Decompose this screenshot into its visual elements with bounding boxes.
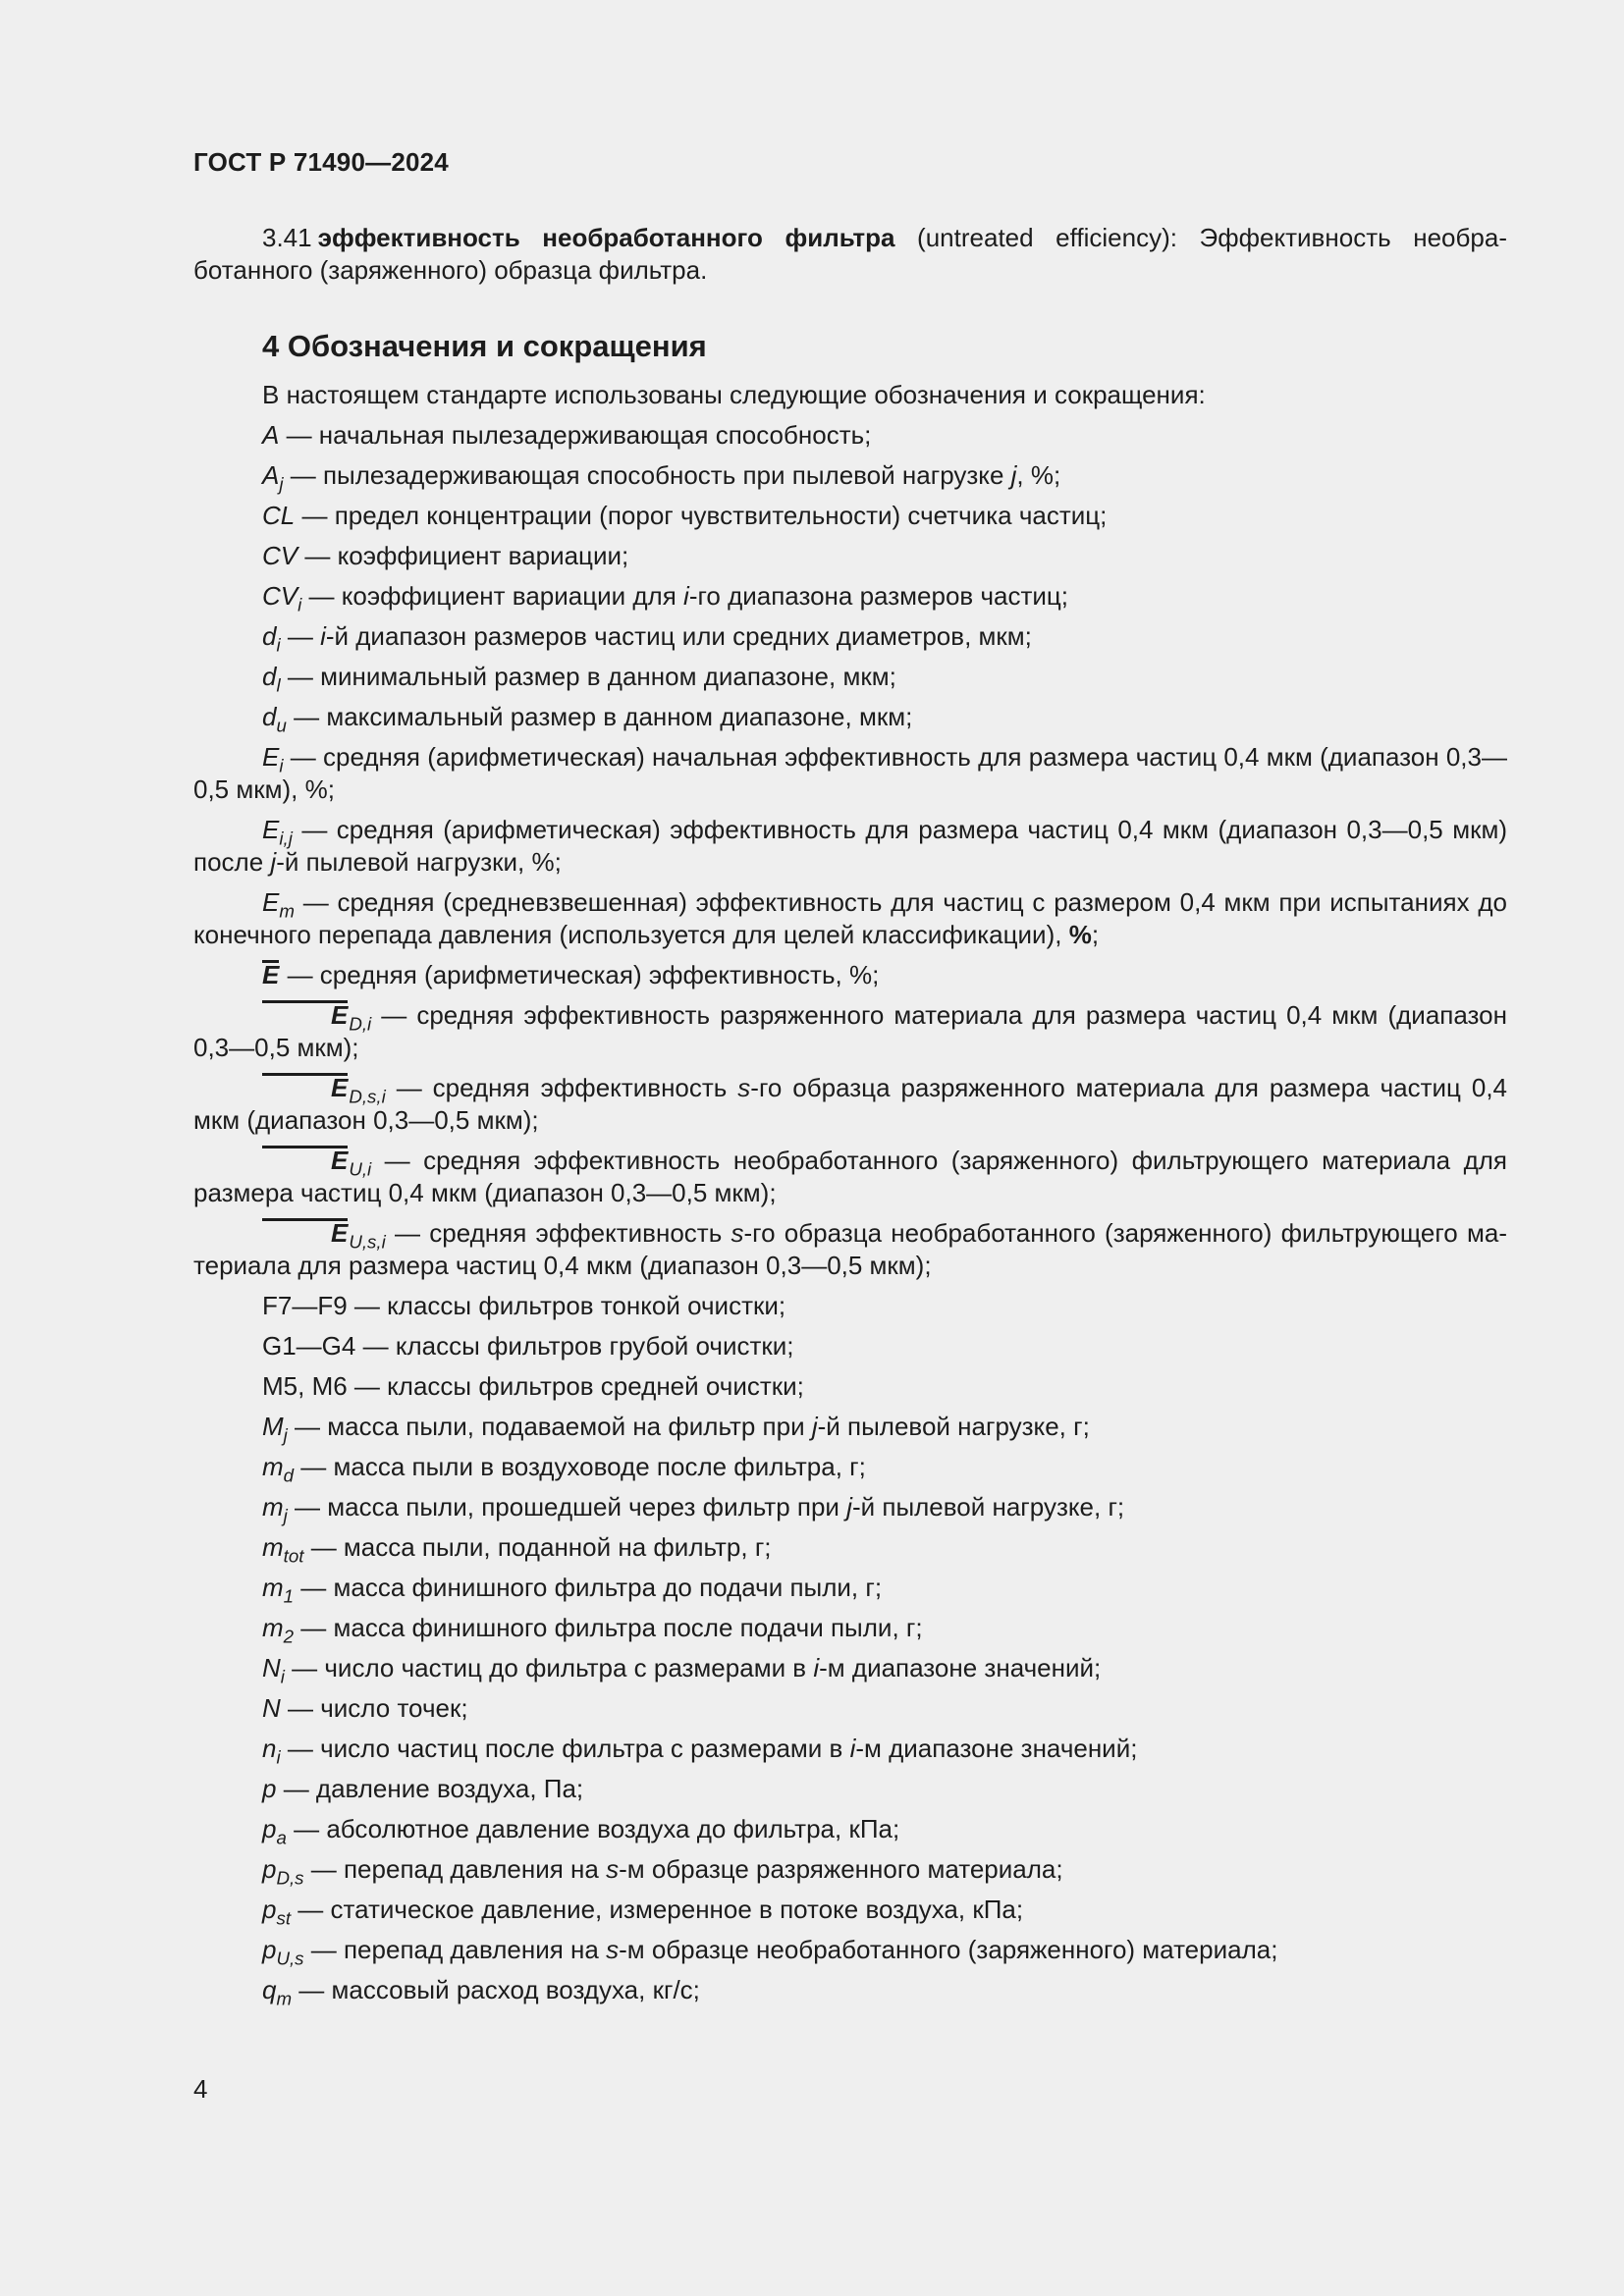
symbol-entry xyxy=(193,1290,1507,1322)
symbol-description-tail: -м диапазоне значений; xyxy=(855,1734,1138,1763)
symbol-description: — средняя (арифметическая) эффективность, %; xyxy=(280,960,880,989)
symbol-base: p xyxy=(262,1814,277,1843)
symbol-base: m xyxy=(262,1613,284,1642)
inline-italic-variable: i xyxy=(320,621,326,651)
symbol-description: — средняя эффективность xyxy=(385,1073,738,1102)
symbol xyxy=(262,581,302,615)
symbol xyxy=(262,887,295,922)
symbol-entry xyxy=(193,1733,1507,1768)
symbol-description: — классы фильтров грубой очистки; xyxy=(355,1331,794,1361)
symbol-description: — коэффициент вариации; xyxy=(298,541,629,570)
symbol-subscript: j xyxy=(279,473,284,495)
symbol-entry xyxy=(193,886,1507,951)
symbol-base: A xyxy=(262,460,280,490)
symbol-subscript: m xyxy=(276,1988,293,2009)
symbol-entry xyxy=(193,1370,1507,1403)
page-number: 4 xyxy=(193,2074,208,2104)
page-content xyxy=(193,222,1507,2014)
inline-italic-variable: s xyxy=(606,1935,620,1964)
symbol-description: — средняя (арифметическая) эффективность для размера частиц 0,4 мкм (диапазон 0,3—0,5 мкм) после xyxy=(193,815,1507,877)
symbol-base: p xyxy=(262,1935,277,1964)
symbol-entry xyxy=(193,1813,1507,1848)
symbol-entry xyxy=(193,701,1507,736)
symbol-base: p xyxy=(262,1774,277,1803)
symbol-subscript: U,i xyxy=(349,1158,372,1180)
symbol-description: — перепад давления на xyxy=(303,1854,607,1884)
symbol-base: E xyxy=(262,1073,348,1098)
symbol-description: — средняя эффективность разряженного материала для размера частиц 0,4 мкм (диапазон 0,3—0,5 мкм); xyxy=(193,1000,1507,1062)
symbol-description: — абсолютное давление воздуха до фильтра, кПа; xyxy=(286,1814,900,1843)
symbol-subscript: U,s xyxy=(276,1948,304,1969)
symbol-entry xyxy=(193,1853,1507,1889)
symbol xyxy=(262,662,281,696)
symbol-base: E xyxy=(262,1218,348,1244)
symbol-base: E xyxy=(262,815,280,844)
symbol-description: — средняя (арифметическая) начальная эффективность для размера частиц 0,4 мкм (диапазон 0,3—0,5 мкм), %; xyxy=(193,742,1507,804)
symbol-entry xyxy=(193,1072,1507,1137)
document-number-header: ГОСТ Р 71490—2024 xyxy=(193,147,449,177)
symbol-description: — начальная пылезадерживающая способность; xyxy=(279,420,872,450)
symbol-subscript: j xyxy=(283,1505,288,1526)
symbol-description: — средняя (средневзвешенная) эффективность для частиц с размером 0,4 мкм при испытаниях до конечного перепада давления (используется для целей классификации), xyxy=(193,887,1507,949)
symbol xyxy=(262,815,293,849)
symbol-base: q xyxy=(262,1975,277,2004)
symbol-entry xyxy=(193,1652,1507,1687)
symbol xyxy=(262,742,284,776)
symbol-description: — масса пыли в воздуховоде после фильтра, г; xyxy=(294,1452,866,1481)
symbol-subscript: D,s,i xyxy=(349,1086,386,1107)
symbol-description: — минимальный размер в данном диапазоне, мкм; xyxy=(280,662,896,691)
symbol-subscript: l xyxy=(276,674,281,696)
inline-italic-variable: s xyxy=(606,1854,620,1884)
symbol-base: p xyxy=(262,1854,277,1884)
symbol-description: — массовый расход воздуха, кг/с; xyxy=(292,1975,700,2004)
symbol-entry xyxy=(193,999,1507,1064)
symbol xyxy=(262,1734,281,1768)
symbol-entry xyxy=(193,1572,1507,1607)
symbol-description-tail: , %; xyxy=(1016,460,1061,490)
inline-bold-unit: % xyxy=(1068,920,1092,949)
symbol-subscript: i xyxy=(276,1746,281,1768)
symbol-subscript: U,s,i xyxy=(349,1231,386,1253)
symbol-base: m xyxy=(262,1573,284,1602)
symbol-base: d xyxy=(262,662,277,691)
symbol-description-tail: -го образца необработанного (заряженного) фильтрующего материала для размера частиц 0,4 мкм (диапазон 0,3—0,5 мкм); xyxy=(193,1218,1508,1280)
symbol-entry xyxy=(193,540,1507,572)
inline-italic-variable: j xyxy=(811,1412,818,1441)
symbol-description: — масса пыли, подаваемой на фильтр при xyxy=(287,1412,812,1441)
symbol xyxy=(262,1146,372,1180)
symbol-description: — пылезадерживающая способность при пылевой нагрузке xyxy=(283,460,1011,490)
symbol-base: n xyxy=(262,1734,277,1763)
symbol-entry xyxy=(193,814,1507,879)
inline-italic-variable: i xyxy=(813,1653,820,1682)
symbol-base: E xyxy=(262,887,280,917)
symbol xyxy=(262,702,287,736)
symbol-entry xyxy=(193,1145,1507,1209)
symbol xyxy=(262,621,281,656)
symbol-description: — предел концентрации (порог чувствительности) счетчика частиц; xyxy=(295,501,1108,530)
symbol-base: N xyxy=(262,1653,281,1682)
symbol-base: E xyxy=(262,960,280,989)
symbol xyxy=(262,1814,287,1848)
symbol-description-tail: -й пылевой нагрузке, г; xyxy=(817,1412,1090,1441)
section-4-title: 4 Обозначения и сокращения xyxy=(262,329,707,363)
symbol-entry xyxy=(193,419,1507,452)
symbol-base: CL xyxy=(262,501,296,530)
symbol-subscript: u xyxy=(276,715,287,736)
symbol-base: M xyxy=(262,1412,284,1441)
symbol-subscript: i xyxy=(276,634,281,656)
symbol-base: E xyxy=(262,1000,348,1026)
symbol xyxy=(262,1291,348,1320)
symbol-entry xyxy=(193,580,1507,613)
symbol-description: — масса финишного фильтра до подачи пыли, г; xyxy=(294,1573,883,1602)
symbol-entry xyxy=(193,741,1507,806)
symbol-base: M5, M6 xyxy=(262,1371,348,1401)
symbol-entry xyxy=(193,1773,1507,1805)
symbol xyxy=(262,1371,348,1401)
symbol-entry xyxy=(193,1531,1507,1567)
symbol-description-tail: -м диапазоне значений; xyxy=(819,1653,1102,1682)
symbol xyxy=(262,420,279,450)
symbol-base: N xyxy=(262,1693,281,1723)
symbol xyxy=(262,1573,295,1607)
symbol-entry xyxy=(193,1330,1507,1362)
symbol xyxy=(262,1000,372,1035)
symbol-entry xyxy=(193,661,1507,696)
symbols-list xyxy=(193,419,1508,2009)
symbol-subscript: D,s xyxy=(276,1867,304,1889)
inline-italic-variable: j xyxy=(846,1492,852,1522)
symbol-entry xyxy=(193,1451,1507,1486)
symbol-subscript: i xyxy=(280,1666,285,1687)
symbol-subscript: i xyxy=(298,594,302,615)
symbol xyxy=(262,1331,355,1361)
symbol-description: — классы фильтров средней очистки; xyxy=(347,1371,804,1401)
symbol xyxy=(262,1774,276,1803)
symbol xyxy=(262,1073,386,1107)
inline-italic-variable: s xyxy=(737,1073,751,1102)
symbol-base: F7—F9 xyxy=(262,1291,348,1320)
symbol-description-tail: -м образце необработанного (заряженного) материала; xyxy=(619,1935,1278,1964)
inline-italic-variable: j xyxy=(270,847,277,877)
inline-italic-variable: i xyxy=(683,581,689,611)
symbol-subscript: d xyxy=(283,1465,295,1486)
symbol-description: — средняя эффективность необработанного (заряженного) фильтрующего материала для размера частиц 0,4 мкм (диапазон 0,3—0,5 мкм); xyxy=(193,1146,1507,1207)
symbol-base: A xyxy=(262,420,280,450)
symbol xyxy=(262,1532,304,1567)
symbol-description-tail: ; xyxy=(1091,920,1100,949)
symbol-entry xyxy=(193,1692,1507,1725)
symbol-description: — масса пыли, прошедшей через фильтр при xyxy=(287,1492,847,1522)
symbol-entry xyxy=(193,500,1507,532)
symbol-subscript: D,i xyxy=(349,1013,372,1035)
inline-italic-variable: i xyxy=(849,1734,856,1763)
clause-term-english: (untreated efficiency): xyxy=(894,223,1200,252)
symbol-base: m xyxy=(262,1532,284,1562)
section-4-intro: В настоящем стандарте использованы следующие обозначения и сокращения: xyxy=(262,380,1206,409)
symbol-subscript: 1 xyxy=(283,1585,295,1607)
symbol-subscript: tot xyxy=(283,1545,304,1567)
symbol xyxy=(262,960,280,989)
clause-definition: Эффективность необработанного (заряженного) образца фильтра. xyxy=(193,223,1507,285)
symbol-base: p xyxy=(262,1895,277,1924)
symbol xyxy=(262,1854,304,1889)
symbol-subscript: j xyxy=(283,1424,288,1446)
symbol-description: — масса финишного фильтра после подачи пыли, г; xyxy=(294,1613,923,1642)
symbol xyxy=(262,1613,295,1647)
symbol xyxy=(262,460,284,495)
symbol-description: — xyxy=(280,621,321,651)
symbol-subscript: st xyxy=(276,1907,292,1929)
symbol xyxy=(262,1452,295,1486)
inline-italic-variable: j xyxy=(1010,460,1017,490)
symbol xyxy=(262,1935,304,1969)
symbol xyxy=(262,1895,292,1929)
symbol-entry xyxy=(193,1894,1507,1929)
symbol-description-tail: -й диапазон размеров частиц или средних диаметров, мкм; xyxy=(325,621,1032,651)
symbol-base: CV xyxy=(262,541,298,570)
symbol-base: G1—G4 xyxy=(262,1331,356,1361)
symbol-base: d xyxy=(262,621,277,651)
symbol-entry xyxy=(193,1612,1507,1647)
clause-term: эффективность необработанного фильтра xyxy=(317,223,895,252)
symbol-description: — средняя эффективность xyxy=(385,1218,731,1248)
clause-3-41 xyxy=(193,222,1507,287)
symbol-description: — коэффициент вариации для xyxy=(301,581,684,611)
symbol-description: — классы фильтров тонкой очистки; xyxy=(347,1291,786,1320)
symbol-description: — перепад давления на xyxy=(303,1935,607,1964)
symbol xyxy=(262,541,298,570)
symbol-entry xyxy=(193,1491,1507,1526)
symbol-base: E xyxy=(262,1146,348,1171)
symbol-description: — давление воздуха, Па; xyxy=(276,1774,584,1803)
symbol-base: m xyxy=(262,1452,284,1481)
symbol-subscript: a xyxy=(276,1827,287,1848)
symbol-entry xyxy=(193,1974,1507,2009)
symbol xyxy=(262,1975,293,2009)
symbol-base: m xyxy=(262,1492,284,1522)
symbol-description: — максимальный размер в данном диапазоне, мкм; xyxy=(286,702,913,731)
symbol-subscript: 2 xyxy=(283,1626,295,1647)
symbol-entry xyxy=(193,1934,1507,1969)
symbol xyxy=(262,1218,386,1253)
symbol-entry xyxy=(193,459,1507,495)
symbol-description-tail: -й пылевой нагрузки, %; xyxy=(276,847,562,877)
symbol-description: — масса пыли, поданной на фильтр, г; xyxy=(303,1532,772,1562)
symbol xyxy=(262,1693,281,1723)
symbol-subscript: m xyxy=(279,900,295,922)
symbol xyxy=(262,1653,285,1687)
symbol-base: CV xyxy=(262,581,298,611)
symbol xyxy=(262,1492,288,1526)
symbol-description: — число частиц до фильтра с размерами в xyxy=(284,1653,814,1682)
symbol xyxy=(262,501,295,530)
inline-italic-variable: s xyxy=(731,1218,744,1248)
symbol-description-tail: -го образца разряженного материала для размера частиц 0,4 мкм (диапазон 0,3—0,5 мкм); xyxy=(193,1073,1508,1135)
symbol-description: — число частиц после фильтра с размерами в xyxy=(280,1734,850,1763)
symbol-base: E xyxy=(262,742,280,772)
symbol-entry xyxy=(193,959,1507,991)
symbol-description: — статическое давление, измеренное в потоке воздуха, кПа; xyxy=(291,1895,1024,1924)
symbol-entry xyxy=(193,1217,1507,1282)
symbol-description-tail: -й пылевой нагрузке, г; xyxy=(851,1492,1125,1522)
symbol-entry xyxy=(193,1411,1507,1446)
clause-number: 3.41 xyxy=(262,223,312,252)
symbol xyxy=(262,1412,288,1446)
symbol-subscript: i,j xyxy=(279,828,293,849)
symbol-description: — число точек; xyxy=(280,1693,468,1723)
symbol-description-tail: -го диапазона размеров частиц; xyxy=(688,581,1068,611)
symbol-base: d xyxy=(262,702,277,731)
symbol-subscript: i xyxy=(279,755,284,776)
symbol-entry xyxy=(193,620,1507,656)
symbol-description-tail: -м образце разряженного материала; xyxy=(619,1854,1063,1884)
